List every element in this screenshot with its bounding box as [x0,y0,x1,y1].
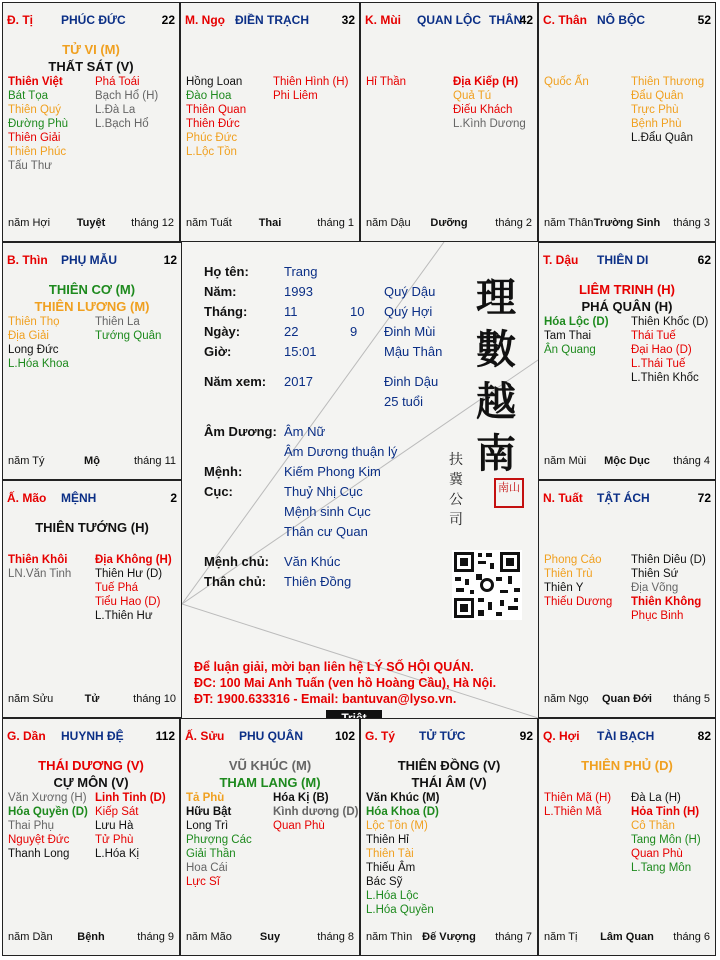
palace-footer [544,693,710,707]
palace-footer [366,931,532,945]
minor-star: Quốc Ấn [544,76,589,88]
palace-footer [544,455,710,469]
minor-star: Thiên Diêu (D) [631,554,706,566]
minor-star: Tam Thai [544,330,592,342]
contact-line-1: Để luận giải, mời bạn liên hệ LÝ SỐ HỘI QUÁN. [194,660,474,674]
minor-stars-left [8,553,71,581]
minor-stars-right [631,553,706,623]
minor-star: Thiên Khốc (D) [631,316,709,328]
palace-month: tháng 3 [673,217,710,229]
palace-house: PHỤ MẪU [61,253,117,267]
palace-stage: Quan Đới [602,693,652,705]
month-lunar: 10 [350,304,365,319]
minor-star: L.Hóa Lộc [366,890,419,902]
than-marker: THÂN [489,13,523,27]
minor-star: L.Đẩu Quân [631,132,694,144]
palace-house: TỬ TỨC [419,729,466,743]
hour-value: 15:01 [284,344,317,359]
minor-star: Phục Binh [631,610,684,622]
minor-star: Văn Khúc (M) [366,792,440,804]
calligraphy-char: 數 [476,326,516,373]
minor-star: Thiên Giải [8,132,61,144]
amduong-note: Âm Dương thuận lý [284,444,398,459]
palace-footer [544,217,710,231]
palace-ty [360,718,538,956]
palace-month: tháng 11 [133,455,176,467]
qr-code[interactable] [452,550,522,620]
palace-position: T. Dậu [543,253,579,267]
main-star: LIÊM TRINH (H) [578,282,676,297]
calligraphy-char: 越 [476,378,516,425]
thanchu-value: Thiên Đồng [284,574,352,589]
palace-stage: Mộ [84,455,100,467]
main-stars [3,41,179,75]
palace-footer [8,455,176,469]
minor-star: Phượng Các [186,834,252,846]
age-value: 25 tuổi [384,394,424,409]
hour-label: Giờ: [204,344,232,359]
palace-number: 82 [697,729,711,743]
minor-star: Văn Xương (H) [8,792,87,804]
palace-position: C. Thân [543,13,587,27]
calligraphy-char: 南 [476,430,516,477]
palace-position: N. Tuất [543,491,583,505]
red-seal: 南山 [494,478,524,508]
calligraphy-sub [448,450,464,530]
minor-star: Phi Liêm [273,90,318,102]
minor-star: Thiên Hư (D) [95,568,163,580]
day-lunar: 9 [350,324,358,339]
minor-star: Địa Võng [631,582,679,594]
palace-stage: Trường Sinh [593,217,661,229]
contact-address: ĐC: 100 Mai Anh Tuấn (ven hồ Hoàng Cầu), Hà Nội. [194,676,497,690]
minor-star: Trực Phù [631,104,679,116]
palace-year: năm Hợi [8,217,51,229]
minor-star: Giải Thần [186,848,236,860]
palace-month: tháng 4 [673,455,710,467]
palace-position: B. Thìn [7,253,48,267]
palace-number: 72 [697,491,711,505]
palace-position: Ấ. Mão [7,491,47,505]
palace-month: tháng 5 [673,693,710,705]
minor-star: Thiên Tài [366,848,414,860]
palace-stage: Thai [258,217,282,229]
palace-number: 22 [161,13,175,27]
calligraphy-sub-char: 司 [449,512,463,528]
palace-position: M. Ngọ [185,13,225,27]
minor-star: Thái Tuế [631,330,676,342]
minor-star: Quan Phù [273,820,325,832]
calligraphy-sub-char: 公 [449,492,463,508]
minor-stars-right [453,75,526,131]
menhchu-value: Văn Khúc [284,554,341,569]
minor-star: Thiên Mã (H) [544,792,612,804]
main-star: TỬ VI (M) [62,42,120,57]
palace-month: tháng 6 [673,931,710,943]
minor-star: Hỏa Tinh (H) [631,806,700,818]
menh-value: Kiếm Phong Kim [284,464,381,479]
palace-year: năm Dậu [366,217,411,229]
minor-star: Hồng Loan [186,76,243,88]
minor-star: Thiếu Âm [366,862,416,874]
minor-stars-right [95,315,161,343]
palace-year: năm Ngọ [544,693,589,705]
minor-star: LN.Văn Tinh [8,568,72,580]
palace-month: tháng 7 [495,931,532,943]
palace-year: năm Tý [8,455,45,467]
palace-number: 92 [519,729,533,743]
minor-star: Bệnh Phù [631,118,682,130]
minor-star: Thiên Thương [631,76,705,88]
palace-thin [2,242,182,480]
palace-stage: Tử [84,693,100,705]
month-label: Tháng: [204,304,248,319]
palace-number: 112 [155,729,175,743]
main-stars [3,519,181,536]
palace-position: Q. Hợi [543,729,580,743]
palace-house: TẬT ÁCH [597,491,650,505]
minor-stars-right [95,553,172,623]
palace-suu [180,718,360,956]
palace-footer [186,931,354,945]
main-stars [181,757,359,791]
minor-star: Tướng Quân [95,330,162,342]
palace-footer [186,217,354,231]
minor-star: L.Tang Môn [631,862,692,874]
palace-than [538,2,716,242]
minor-star: Địa Không (H) [95,554,172,566]
minor-star: Cô Thần [631,820,675,832]
minor-star: L.Kình Dương [453,118,526,130]
cuc-value: Thuỷ Nhị Cục [284,484,363,499]
minor-star: L.Thiên Mã [544,806,602,818]
minor-stars-right [95,791,166,861]
main-star: THAM LANG (M) [219,775,321,790]
minor-star: Thiên Y [544,582,584,594]
minor-star: Thanh Long [8,848,70,860]
name-label: Họ tên: [204,264,249,279]
minor-stars-left [186,791,252,889]
day-label: Ngày: [204,324,241,339]
month-solar: 11 [284,304,298,319]
minor-star: Đường Phù [8,118,68,130]
minor-stars-left [366,791,439,917]
minor-star: Hoa Cái [186,862,228,874]
minor-star: Thiên Thọ [8,316,60,328]
minor-star: Đại Hao (D) [631,344,692,356]
minor-stars-right [95,75,158,131]
year-can: Quý Dậu [384,284,436,299]
minor-star: Kình dương (D) [273,806,359,818]
palace-year: năm Sửu [8,693,54,705]
palace-month: tháng 10 [133,693,176,705]
minor-star: Bát Tọa [8,90,49,102]
minor-stars-left [186,75,246,159]
palace-position: Đ. Tị [7,13,33,27]
main-star: THÁI ÂM (V) [411,775,487,790]
palace-dan [2,718,180,956]
main-star: THIÊN PHỦ (D) [581,758,673,773]
main-star: THIÊN LƯƠNG (M) [34,299,150,314]
minor-star: Tả Phù [186,792,225,804]
minor-star: Thiên La [95,316,140,328]
minor-star: Thiếu Dương [544,596,613,608]
palace-stage: Suy [259,931,281,943]
minor-star: Phong Cáo [544,554,602,566]
minor-star: Tiểu Hao (D) [95,596,161,608]
minor-star: Hóa Kị (B) [273,792,329,804]
palace-month: tháng 1 [317,217,354,229]
minor-star: Thiên Trù [544,568,593,580]
minor-stars-left [8,791,88,861]
main-stars [539,281,715,315]
minor-star: Phá Toái [95,76,140,88]
palace-footer [366,217,532,231]
main-star: VŨ KHÚC (M) [228,758,312,773]
minor-star: L.Bạch Hổ [95,118,149,130]
palace-ti [2,2,180,242]
minor-star: Lực Sĩ [186,876,220,888]
minor-star: Nguyệt Đức [8,834,70,846]
minor-star: L.Hóa Khoa [8,358,69,370]
day-solar: 22 [284,324,299,339]
minor-star: Thai Phụ [8,820,55,832]
minor-star: Linh Tinh (D) [95,792,166,804]
main-star: PHÁ QUÂN (H) [581,299,673,314]
minor-star: Hóa Quyền (D) [8,806,88,818]
center-info-panel [182,242,538,718]
minor-star: Long Đức [8,344,59,356]
month-can: Quý Hợi [384,304,433,319]
palace-stage: Dưỡng [430,217,468,229]
cuc-label: Cục: [204,484,233,499]
minor-star: Tang Môn (H) [631,834,701,846]
palace-month: tháng 9 [137,931,174,943]
day-can: Đinh Mùi [384,324,436,339]
minor-star: Lưu Hà [95,820,134,832]
viewyear-value: 2017 [284,374,313,389]
viewyear-label: Năm xem: [204,374,267,389]
palace-year: năm Mùi [544,455,587,467]
palace-number: 12 [163,253,177,267]
minor-star: Thiên Đức [186,118,240,130]
palace-house: QUAN LỘC [417,13,481,27]
hour-can: Mậu Thân [384,344,443,359]
amduong-label: Âm Dương: [204,424,277,439]
minor-star: Thiên Hình (H) [273,76,349,88]
calligraphy-logo [468,272,524,480]
minor-star: L.Thiên Khốc [631,372,699,384]
minor-star: Thiên Không [631,596,702,608]
main-stars [539,757,715,774]
palace-mao [2,480,182,718]
minor-star: Đẩu Quân [631,90,684,102]
palace-house: TÀI BẠCH [597,729,655,743]
minor-star: Bạch Hổ (H) [95,90,159,102]
main-star: THÁI DƯƠNG (V) [38,758,144,773]
main-star: THIÊN TƯỚNG (H) [35,520,149,535]
minor-star: Hỉ Thần [366,76,407,88]
calligraphy-char: 理 [476,274,516,321]
minor-star: Địa Kiếp (H) [453,76,519,88]
minor-stars-right [631,791,701,875]
palace-number: 32 [341,13,355,27]
palace-house: THIÊN DI [597,253,649,267]
minor-star: Điếu Khách [453,104,513,116]
palace-stage: Mộc Dục [604,455,650,467]
palace-year: năm Thân [544,217,594,229]
minor-star: Tấu Thư [8,160,52,172]
than-cu-note: Thân cư Quan [284,524,368,539]
viewyear-can: Đinh Dậu [384,374,439,389]
minor-stars-left [544,315,609,357]
minor-star: Thiên Việt [8,76,63,88]
palace-position: G. Tý [365,729,396,743]
palace-month: tháng 8 [317,931,354,943]
menhchu-label: Mệnh chủ: [204,554,269,569]
palace-stage: Tuyệt [76,217,106,229]
minor-star: Địa Giải [8,330,49,342]
palace-year: năm Tị [544,931,578,943]
palace-house: PHÚC ĐỨC [61,13,126,27]
minor-stars-right [631,75,704,145]
menh-label: Mệnh: [204,464,243,479]
minor-star: Đào Hoa [186,90,232,102]
minor-star: Long Trì [186,820,229,832]
minor-star: Hóa Lộc (D) [544,316,609,328]
minor-stars-left [8,315,69,371]
palace-hoi [538,718,716,956]
palace-year: năm Dần [8,931,53,943]
amduong-value: Âm Nữ [284,424,326,439]
palace-month: tháng 12 [131,217,174,229]
main-stars [3,281,181,315]
name-value: Trang [284,264,318,279]
minor-star: Hóa Khoa (D) [366,806,439,818]
palace-house: HUYNH ĐỆ [61,729,124,743]
palace-dau [538,242,716,480]
minor-star: L.Thiên Hư [95,610,153,622]
main-stars [3,757,179,791]
year-value: 1993 [284,284,313,299]
palace-position: G. Dần [7,729,46,743]
calligraphy-sub-char: 扶 [449,452,463,468]
palace-house: PHU QUÂN [239,729,304,743]
minor-star: Bác Sỹ [366,876,403,888]
palace-house: ĐIỀN TRẠCH [235,13,309,27]
palace-number: 62 [697,253,711,267]
minor-star: Thiên Quan [186,104,247,116]
palace-number: 2 [170,491,177,505]
palace-ngo [180,2,360,242]
palace-footer [8,931,174,945]
calligraphy-sub-char: 冀 [449,472,463,488]
minor-star: Thiên Sứ [631,568,679,580]
palace-footer [544,931,710,945]
minor-star: Quả Tú [453,90,492,102]
minor-star: Ân Quang [544,344,596,356]
main-stars [361,757,537,791]
thanchu-label: Thân chủ: [204,574,267,589]
minor-star: Phúc Đức [186,132,238,144]
palace-stage: Đế Vượng [422,931,476,943]
main-star: THIÊN ĐỒNG (V) [397,758,501,773]
palace-stage: Lâm Quan [600,931,654,943]
minor-star: L.Đà La [95,104,136,116]
minor-stars-left [8,75,68,173]
palace-year: năm Tuất [186,217,232,229]
minor-star: Đà La (H) [631,792,681,804]
palace-footer [8,693,176,707]
minor-star: L.Thái Tuế [631,358,686,370]
palace-footer [8,217,174,231]
palace-house: MỆNH [61,491,97,505]
palace-mui [360,2,538,242]
minor-stars-left [544,75,589,89]
year-label: Năm: [204,284,237,299]
main-star: THIÊN CƠ (M) [48,282,136,297]
minor-stars-right [631,315,708,385]
palace-number: 102 [334,729,355,743]
minor-star: Thiên Khôi [8,554,68,566]
minor-star: Lộc Tồn (M) [366,820,428,832]
palace-house: NÔ BỘC [597,13,645,27]
minor-stars-left [366,75,406,89]
minor-star: L.Hóa Quyền [366,904,434,916]
main-star: THẤT SÁT (V) [48,59,134,74]
palace-year: năm Thìn [366,931,413,943]
minor-star: L.Lộc Tồn [186,146,237,158]
minor-star: L.Hóa Kị [95,848,140,860]
minor-star: Tuế Phá [95,582,139,594]
minor-star: Quan Phù [631,848,683,860]
minor-star: Kiếp Sát [95,806,139,818]
palace-number: 52 [697,13,711,27]
minor-star: Tử Phù [95,834,134,846]
minor-stars-left [544,791,611,819]
main-star: CỰ MÔN (V) [53,775,129,790]
palace-position: Ấ. Sửu [185,729,225,743]
minor-star: Thiên Quý [8,104,62,116]
contact-phone-email: ĐT: 1900.633316 - Email: bantuvan@lyso.vn. [194,692,457,706]
horoscope-chart [2,2,716,956]
minor-stars-left [544,553,612,609]
minor-star: Hữu Bật [186,806,232,818]
minor-stars-right [273,75,348,103]
minor-star: Thiên Hỉ [366,834,409,846]
palace-position: K. Mùi [365,13,401,27]
palace-number: 42 [519,13,533,27]
palace-stage: Bệnh [77,931,105,943]
palace-year: năm Mão [186,931,232,943]
cuc-note: Mệnh sinh Cục [284,504,371,519]
palace-month: tháng 2 [495,217,532,229]
palace-tuat [538,480,716,718]
minor-star: Thiên Phúc [8,146,67,158]
minor-stars-right [273,791,358,833]
